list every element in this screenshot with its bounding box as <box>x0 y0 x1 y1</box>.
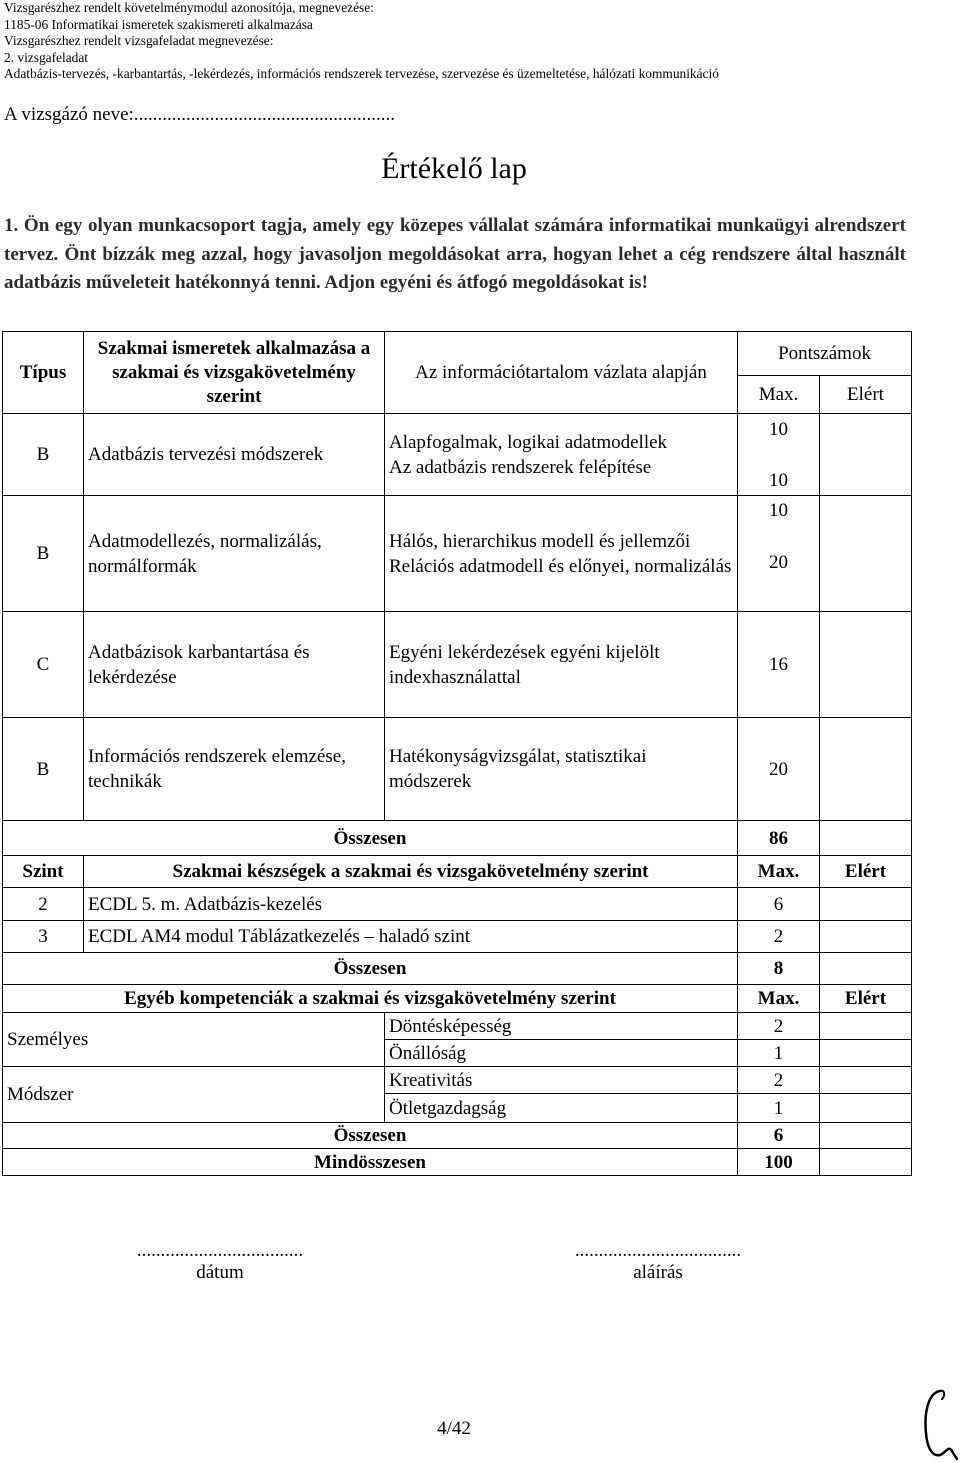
subtotal-label: Összesen <box>3 953 738 985</box>
achieved-cell <box>820 821 912 856</box>
handwritten-initial-icon <box>918 1385 958 1463</box>
outline-item: Az adatbázis rendszerek felépítése <box>389 456 652 478</box>
outline-item: Alapfogalmak, logikai adatmodellek <box>389 431 668 453</box>
subtotal-value: 8 <box>738 953 820 985</box>
row-max <box>738 414 820 496</box>
subtotal-label: Összesen <box>3 1123 738 1149</box>
competency-max: 2 <box>738 1067 820 1094</box>
outline-item: Hálós, hierarchikus modell és jellemzői <box>389 530 691 552</box>
header-line: Vizsgarészhez rendelt követelménymodul azonosítója, megnevezése: <box>4 0 374 15</box>
sign-label: aláírás <box>633 1262 683 1283</box>
skill-max: 2 <box>738 921 820 953</box>
row-knowledge: Adatbázisok karbantartása és lekérdezése <box>84 612 385 718</box>
date-dots: ................................... <box>136 1240 304 1261</box>
achieved-cell <box>820 718 912 821</box>
skills-level-header: Szint <box>3 856 84 888</box>
row-outline <box>385 414 738 496</box>
row-outline: Egyéni lekérdezések egyéni kijelölt indexhasználattal <box>385 612 738 718</box>
header-line: Vizsgarészhez rendelt vizsgafeladat megnevezése: <box>4 33 274 49</box>
row-knowledge: Adatbázis tervezési módszerek <box>84 414 385 496</box>
skill-level: 2 <box>3 888 84 921</box>
skill-max: 6 <box>738 888 820 921</box>
col-header-type: Típus <box>3 332 84 414</box>
achieved-cell <box>820 1094 912 1123</box>
col-header-max: Max. <box>738 985 820 1013</box>
grand-total-value: 100 <box>738 1149 820 1176</box>
competency-max: 2 <box>738 1013 820 1040</box>
competency-item: Döntésképesség <box>385 1013 738 1040</box>
sign-signature-block <box>526 1240 790 1284</box>
achieved-cell <box>820 1123 912 1149</box>
skill-level: 3 <box>3 921 84 953</box>
page-number: 4/42 <box>437 1418 471 1439</box>
max-value: 10 <box>769 469 788 491</box>
competency-group: Módszer <box>3 1067 385 1123</box>
competency-max: 1 <box>738 1094 820 1123</box>
max-value: 10 <box>769 500 788 521</box>
subtotal-value: 86 <box>738 821 820 856</box>
date-signature-block <box>88 1240 352 1284</box>
outline-item: Relációs adatmodell és előnyei, normalizálás <box>389 555 732 577</box>
row-knowledge: Információs rendszerek elemzése, technikák <box>84 718 385 821</box>
row-outline: Hatékonyságvizsgálat, statisztikai módszerek <box>385 718 738 821</box>
row-type: B <box>3 414 84 496</box>
achieved-cell <box>820 1149 912 1176</box>
header-line: Adatbázis-tervezés, -karbantartás, -lekérdezés, információs rendszerek tervezése, szervezése és üzemeltetése, hálózati kommunikáció <box>4 66 719 82</box>
competency-group: Személyes <box>3 1013 385 1067</box>
row-type: B <box>3 718 84 821</box>
row-type: B <box>3 496 84 612</box>
max-value: 20 <box>738 718 820 821</box>
competency-item: Ötletgazdagság <box>385 1094 738 1123</box>
achieved-cell <box>820 888 912 921</box>
date-label: dátum <box>196 1262 244 1283</box>
page-title: Értékelő lap <box>381 152 527 185</box>
row-knowledge: Adatmodellezés, normalizálás, normálformák <box>84 496 385 612</box>
max-value: 20 <box>769 552 788 573</box>
competencies-header: Egyéb kompetenciák a szakmai és vizsgakövetelmény szerint <box>3 985 738 1013</box>
row-outline <box>385 496 738 612</box>
col-header-outline: Az információtartalom vázlata alapján <box>385 332 738 414</box>
skill-text: ECDL 5. m. Adatbázis-kezelés <box>84 888 738 921</box>
achieved-cell <box>820 921 912 953</box>
col-header-max: Max. <box>738 856 820 888</box>
task-description: 1. Ön egy olyan munkacsoport tagja, amely egy közepes vállalat számára informatikai munkaügyi alrendszert tervez. Önt bízzák meg azzal, hogy javasoljon megoldásokat arra, hogyan lehet a cég rendszere által használt adatbázis műveleteit hatékonnyá tenni. Adjon egyéni és átfogó megoldásokat is! <box>4 215 906 294</box>
header-line: 2. vizsgafeladat <box>4 49 89 65</box>
evaluation-table <box>2 331 912 1176</box>
col-header-achieved: Elért <box>820 985 912 1013</box>
grand-total-label: Mindösszesen <box>3 1149 738 1176</box>
max-value: 10 <box>769 418 788 440</box>
sign-dots: ................................... <box>574 1240 742 1261</box>
achieved-cell <box>820 1013 912 1040</box>
competency-max: 1 <box>738 1040 820 1067</box>
achieved-cell <box>820 953 912 985</box>
max-value: 16 <box>738 612 820 718</box>
achieved-cell <box>820 496 912 612</box>
skills-header: Szakmai készségek a szakmai és vizsgakövetelmény szerint <box>84 856 738 888</box>
subtotal-label: Összesen <box>3 821 738 856</box>
row-type: C <box>3 612 84 718</box>
achieved-cell <box>820 414 912 496</box>
header-line: 1185-06 Informatikai ismeretek szakismereti alkalmazása <box>4 16 313 32</box>
col-header-achieved: Elért <box>820 856 912 888</box>
achieved-cell <box>820 1040 912 1067</box>
examinee-name-line: A vizsgázó neve:....................................................... <box>4 104 396 125</box>
competency-item: Önállóság <box>385 1040 738 1067</box>
col-header-points: Pontszámok <box>738 332 912 376</box>
competency-item: Kreativitás <box>385 1067 738 1094</box>
achieved-cell <box>820 612 912 718</box>
document-header <box>4 0 719 83</box>
achieved-cell <box>820 1067 912 1094</box>
col-header-knowledge: Szakmai ismeretek alkalmazása a szakmai és vizsgakövetelmény szerint <box>84 332 385 414</box>
col-header-achieved: Elért <box>820 376 912 414</box>
col-header-max: Max. <box>738 376 820 414</box>
row-max <box>738 496 820 612</box>
subtotal-value: 6 <box>738 1123 820 1149</box>
skill-text: ECDL AM4 modul Táblázatkezelés – haladó szint <box>84 921 738 953</box>
